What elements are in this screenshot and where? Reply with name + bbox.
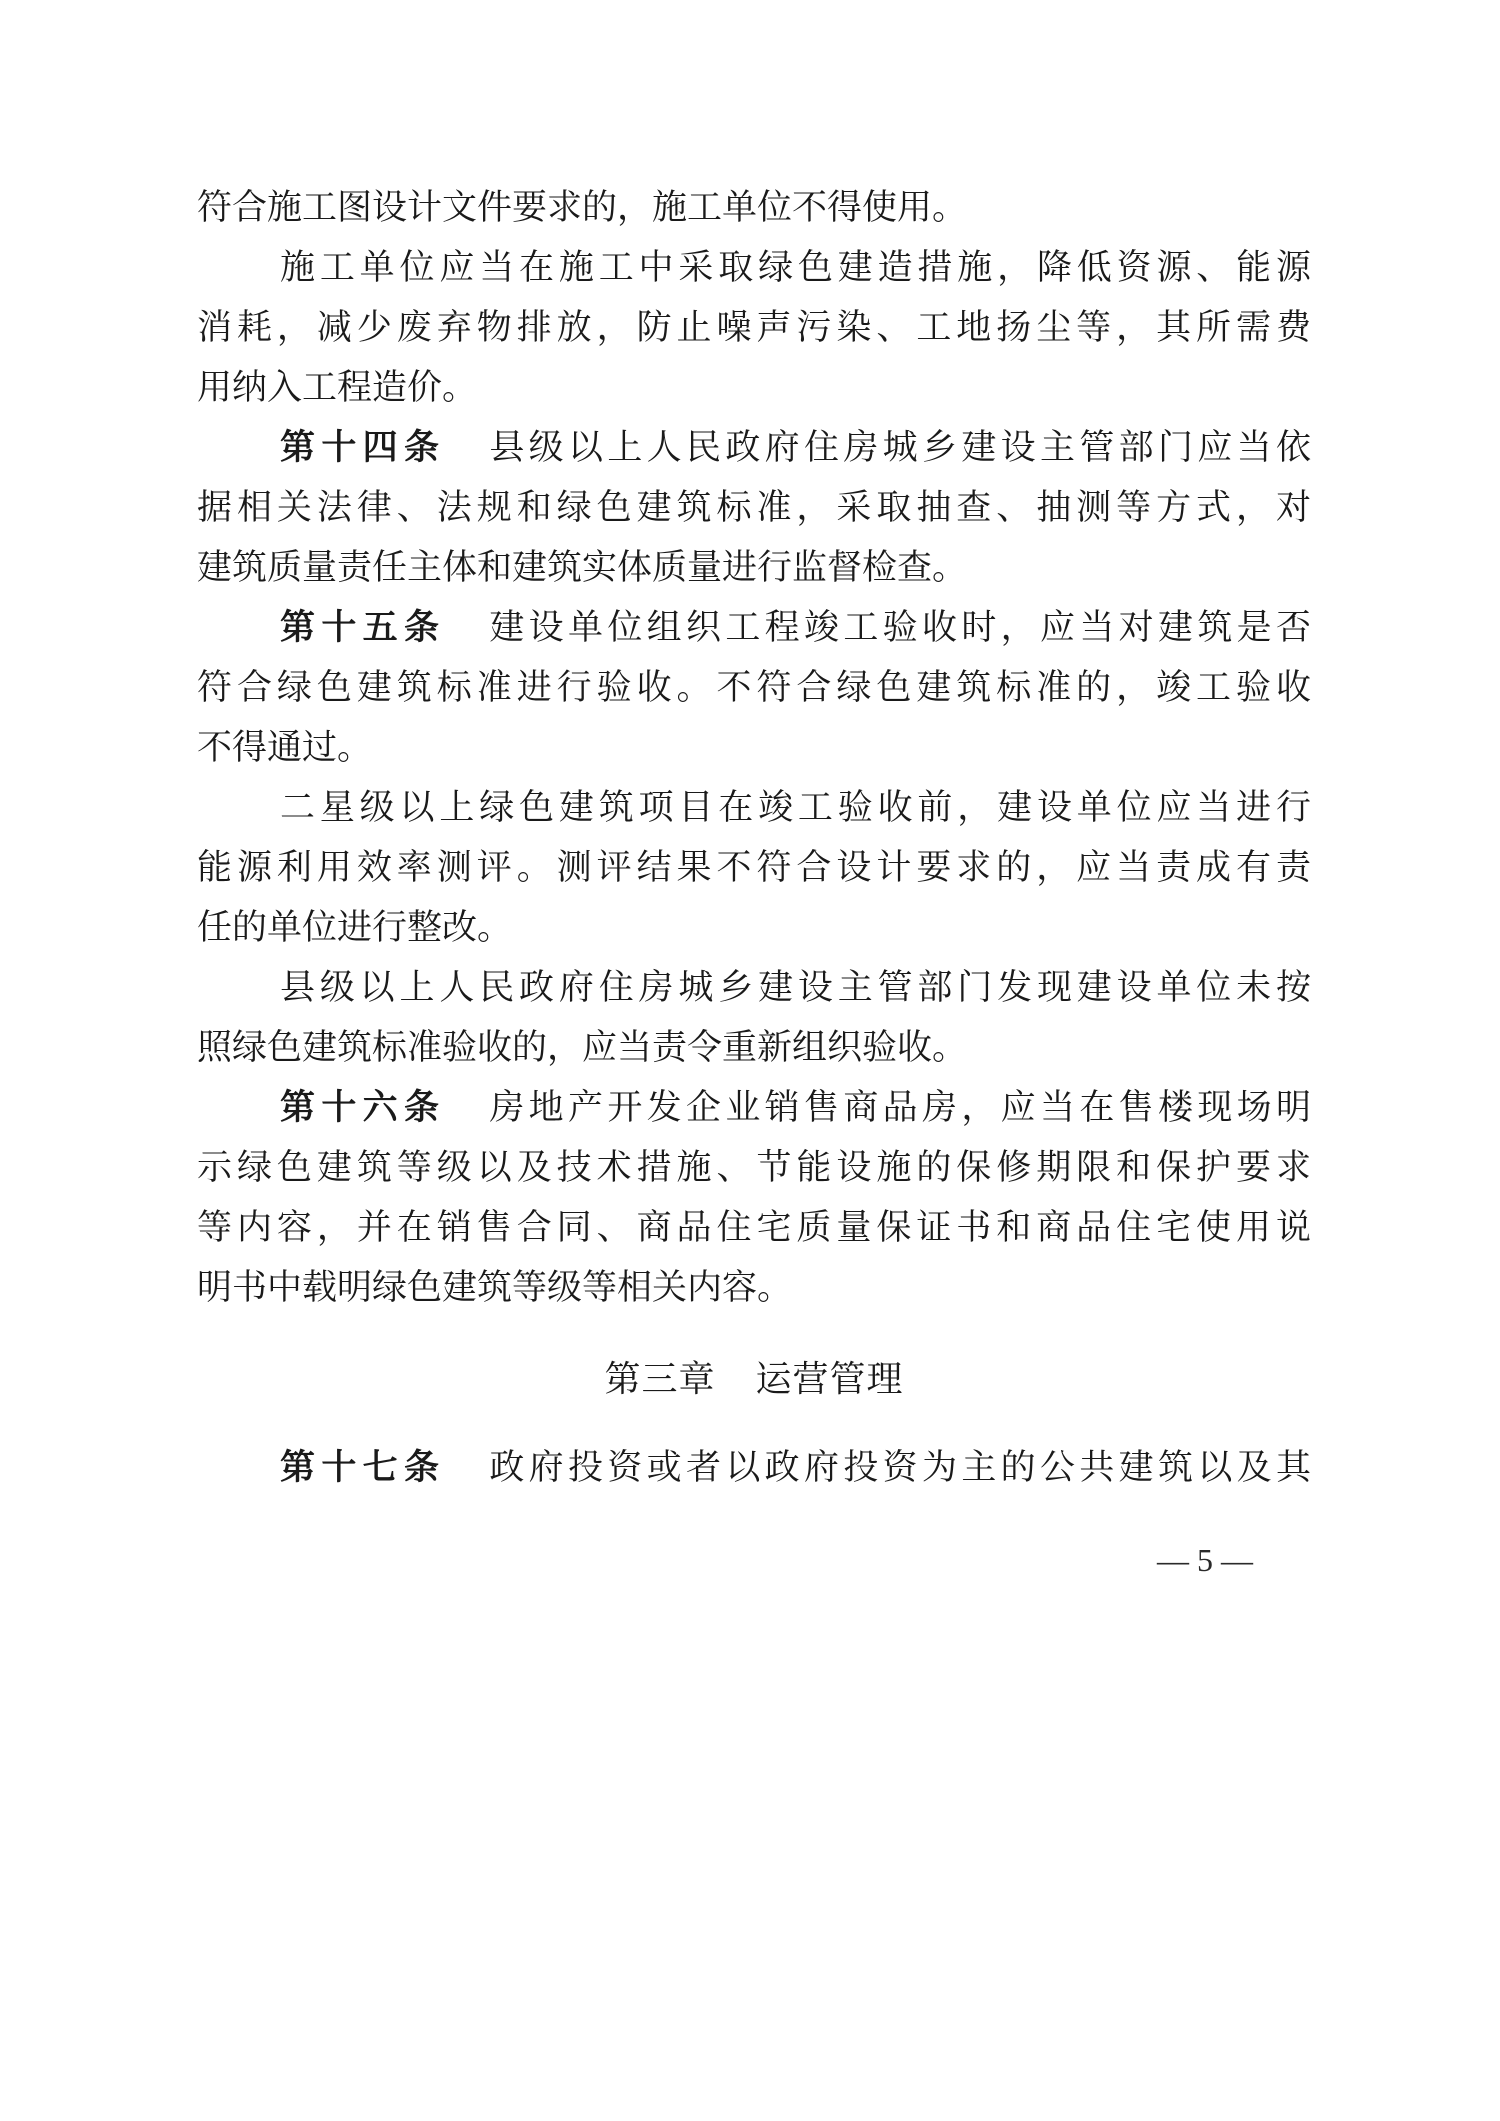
article-17-number: 第十七条: [280, 1448, 446, 1488]
page-number: — 5 —: [1157, 1542, 1253, 1578]
text-line: 消耗，减少废弃物排放，防止噪声污染、工地扬尘等，其所需费: [197, 308, 1311, 348]
chapter-number: 第三章: [604, 1359, 716, 1400]
text-line: 能源利用效率测评。测评结果不符合设计要求的，应当责成有责: [197, 848, 1311, 888]
text-line: 建筑质量责任主体和建筑实体质量进行监督检查。: [197, 548, 968, 588]
article-16-first-line: [280, 1078, 1311, 1138]
article-16-number: 第十六条: [280, 1088, 446, 1128]
text-line: 符合施工图设计文件要求的，施工单位不得使用。: [197, 188, 968, 228]
text-line: 县级以上人民政府住房城乡建设主管部门发现建设单位未按: [280, 968, 1311, 1008]
text-line: 据相关法律、法规和绿色建筑标准，采取抽查、抽测等方式，对: [197, 488, 1311, 528]
text-line: 照绿色建筑标准验收的，应当责令重新组织验收。: [197, 1028, 968, 1068]
text-line: 等内容，并在销售合同、商品住宅质量保证书和商品住宅使用说: [197, 1208, 1311, 1248]
text-line: 县级以上人民政府住房城乡建设主管部门应当依: [489, 428, 1311, 468]
text-line: 不得通过。: [197, 728, 373, 768]
article-15-first-line: [280, 598, 1311, 658]
text-line: 建设单位组织工程竣工验收时，应当对建筑是否: [489, 608, 1311, 648]
text-line: 用纳入工程造价。: [197, 368, 478, 408]
text-line: 政府投资或者以政府投资为主的公共建筑以及其: [489, 1448, 1311, 1488]
text-line: 符合绿色建筑标准进行验收。不符合绿色建筑标准的，竣工验收: [197, 668, 1311, 708]
chapter-title: 运营管理: [755, 1359, 904, 1400]
article-14-first-line: [280, 418, 1311, 478]
text-line: 明书中载明绿色建筑等级等相关内容。: [197, 1268, 793, 1308]
chapter-heading: [197, 1350, 1311, 1410]
text-line: 示绿色建筑等级以及技术措施、节能设施的保修期限和保护要求: [197, 1148, 1311, 1188]
document-page: [197, 0, 1311, 2121]
text-line: 房地产开发企业销售商品房，应当在售楼现场明: [489, 1088, 1311, 1128]
article-14-number: 第十四条: [280, 428, 446, 468]
text-line: 二星级以上绿色建筑项目在竣工验收前，建设单位应当进行: [280, 788, 1311, 828]
text-line: 施工单位应当在施工中采取绿色建造措施，降低资源、能源: [280, 248, 1311, 288]
text-line: 任的单位进行整改。: [197, 908, 513, 948]
article-15-number: 第十五条: [280, 608, 446, 648]
article-17-first-line: [280, 1438, 1311, 1498]
